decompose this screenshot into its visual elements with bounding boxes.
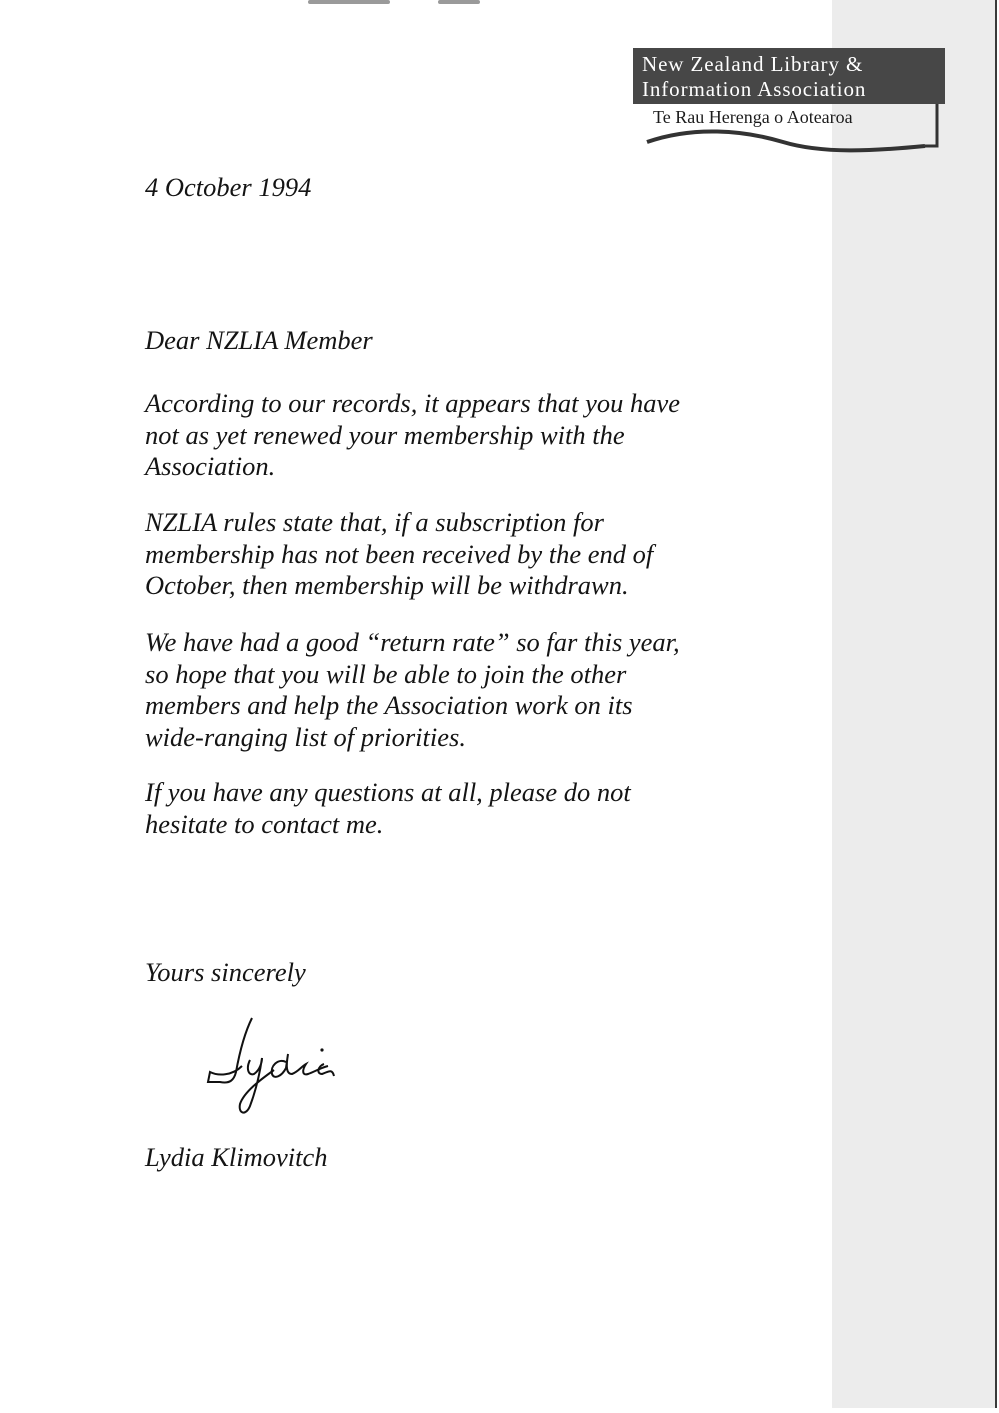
page-edge xyxy=(995,0,997,1408)
paragraph-line: According to our records, it appears that you have xyxy=(145,388,681,418)
paragraph-line: Association. xyxy=(145,451,276,481)
org-name-line1: New Zealand Library & xyxy=(642,52,864,76)
paragraph xyxy=(145,777,785,840)
letterhead-logo xyxy=(633,48,948,158)
paragraph xyxy=(145,627,785,753)
paragraph-line: hesitate to contact me. xyxy=(145,808,384,839)
paragraph xyxy=(145,388,785,483)
paragraph-line: not as yet renewed your membership with the xyxy=(145,419,625,450)
maori-name: Te Rau Herenga o Aotearoa xyxy=(653,107,853,127)
closing: Yours sincerely xyxy=(145,957,306,987)
paragraph-line: so hope that you will be able to join the other xyxy=(145,658,627,689)
org-name-line2: Information Association xyxy=(642,77,867,101)
page-side-strip xyxy=(832,0,996,1408)
paragraph xyxy=(145,507,785,602)
paragraph-line: We have had a good “return rate” so far this year, xyxy=(145,627,680,657)
letter-date: 4 October 1994 xyxy=(145,172,312,202)
scan-mark xyxy=(308,0,390,4)
paragraph-line: membership has not been received by the end of xyxy=(145,538,654,569)
paragraph-line: wide-ranging list of priorities. xyxy=(145,721,466,752)
signatory-name: Lydia Klimovitch xyxy=(145,1142,328,1172)
paragraph-line: If you have any questions at all, please do not xyxy=(145,777,631,807)
paragraph-line: October, then membership will be withdrawn. xyxy=(145,570,629,600)
salutation: Dear NZLIA Member xyxy=(145,325,373,355)
paragraph-line: NZLIA rules state that, if a subscription for xyxy=(145,507,604,537)
scan-mark xyxy=(438,0,480,4)
paragraph-line: members and help the Association work on its xyxy=(145,690,633,720)
logo-title-box xyxy=(633,48,945,104)
handwritten-signature xyxy=(190,1010,360,1120)
